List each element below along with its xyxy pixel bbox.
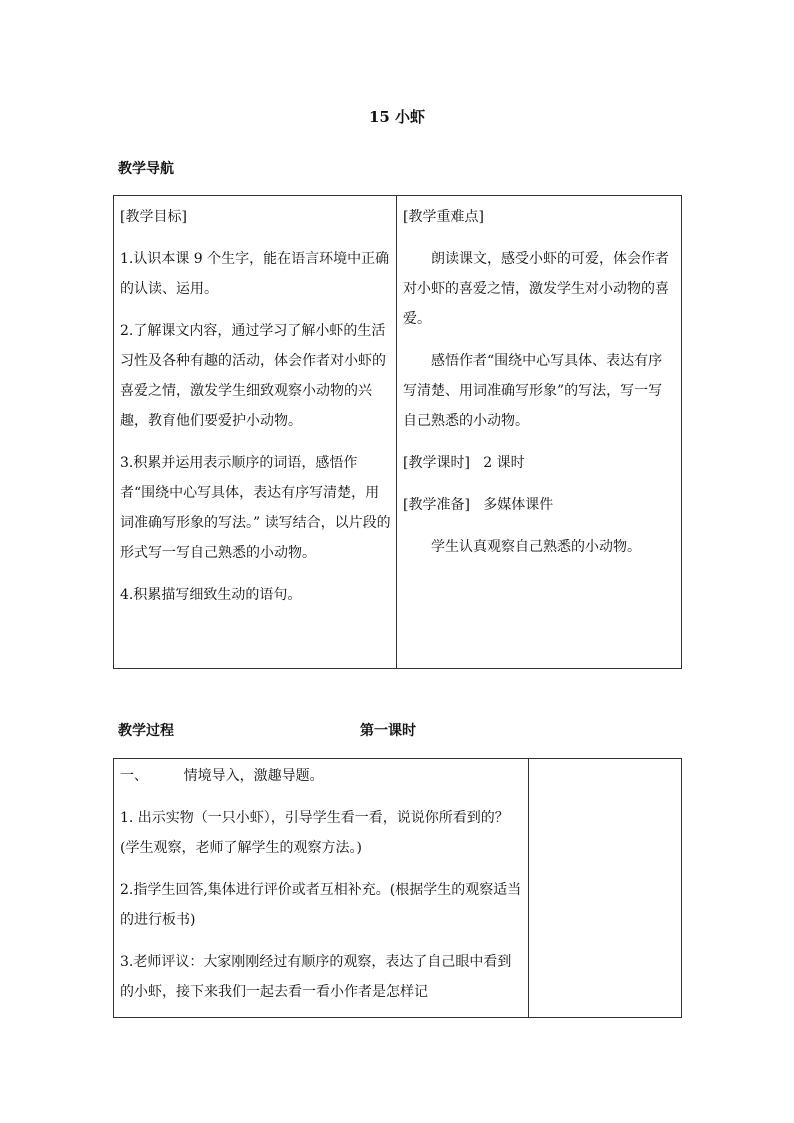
key-points-paragraph: 感悟作者“围绕中心写具体、表达有序写清楚、用词准确写形象”的写法，写一写自己熟悉的小动物。 <box>403 353 663 429</box>
objectives-cell <box>114 196 397 669</box>
process-notes-cell <box>529 759 682 1018</box>
teaching-navigation-table <box>113 195 682 669</box>
process-step: 2.指学生回答,集体进行评价或者互相补充。(根据学生的观察适当的进行板书) <box>120 882 522 928</box>
teaching-process-heading: 教学过程 <box>118 723 174 739</box>
objective-item: 2.了解课文内容，通过学习了解小虾的生活习性及各种有趣的活动，体会作者对小虾的喜爱之情，激发学生细致观察小动物的兴趣，教育他们要爱护小动物。 <box>120 323 386 429</box>
preparation-row <box>403 490 676 520</box>
key-points-cell <box>397 196 682 669</box>
preparation-note: 学生认真观察自己熟悉的小动物。 <box>431 539 641 555</box>
objective-item: 1.认识本课 9 个生字，能在语言环境中正确的认读、运用。 <box>120 251 390 297</box>
process-content-cell <box>114 759 529 1018</box>
process-section-heading <box>120 761 523 791</box>
process-step: 3.老师评议：大家刚刚经过有顺序的观察，表达了自己眼中看到的小虾，接下来我们一起去看一看小作者是怎样记 <box>120 954 512 1000</box>
process-step: 1. 出示实物（一只小虾），引导学生看一看，说说你所看到的？(学生观察，老师了解学生的观察方法。) <box>120 810 509 856</box>
objective-item: 4.积累描写细致生动的语句。 <box>120 587 302 603</box>
key-points-header: [教学重难点] <box>403 209 484 225</box>
objective-item: 3.积累并运用表示顺序的词语，感悟作者“围绕中心写具体，表达有序写清楚，用词准确写形象的写法。” 读写结合，以片段的形式写一写自己熟悉的小动物。 <box>120 455 391 561</box>
objectives-header: [教学目标] <box>120 209 187 225</box>
teaching-navigation-heading: 教学导航 <box>118 161 174 177</box>
teaching-process-table <box>113 758 682 1018</box>
session-heading: 第一课时 <box>360 723 416 739</box>
section-title: 情境导入，激趣导题。 <box>183 768 324 784</box>
key-points-paragraph: 朗读课文，感受小虾的可爱，体会作者对小虾的喜爱之情，激发学生对小动物的喜爱。 <box>403 251 669 327</box>
class-hours-label: [教学课时] <box>403 455 470 471</box>
preparation-label: [教学准备] <box>403 497 470 513</box>
preparation-value: 多媒体课件 <box>483 497 554 513</box>
lesson-title: 15 小虾 <box>368 108 426 126</box>
class-hours-row <box>403 448 676 478</box>
class-hours-value: 2 课时 <box>483 455 525 471</box>
section-number: 一、 <box>120 768 148 784</box>
